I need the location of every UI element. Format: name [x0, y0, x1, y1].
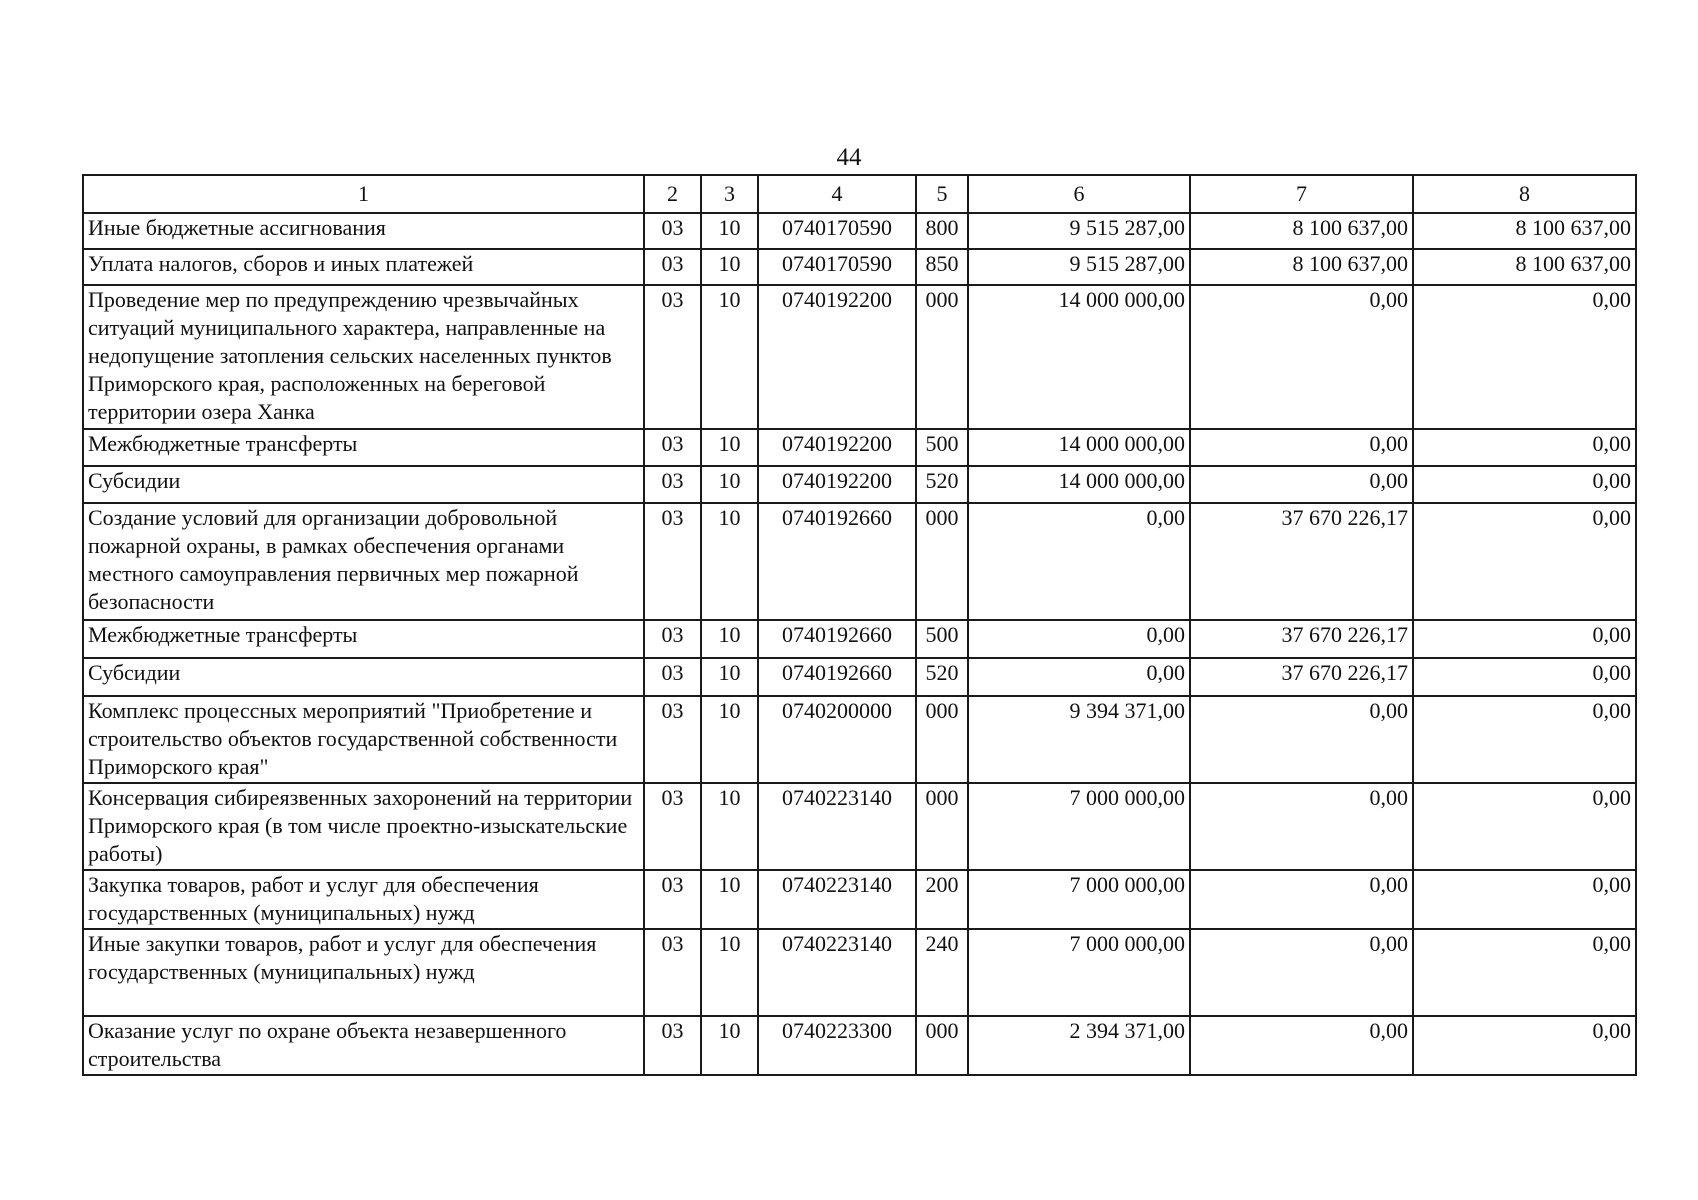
- table-row: [83, 870, 1636, 929]
- row-expense-type: 800: [916, 213, 968, 249]
- row-name: Оказание услуг по охране объекта незавершенного строительства: [83, 1016, 644, 1075]
- row-name: Уплата налогов, сборов и иных платежей: [83, 249, 644, 285]
- table-row: [83, 466, 1636, 503]
- row-expense-type: 520: [916, 466, 968, 503]
- row-section: 03: [644, 658, 701, 696]
- row-amount-8: 0,00: [1413, 429, 1636, 466]
- row-subsection: 10: [701, 696, 758, 783]
- row-section: 03: [644, 503, 701, 620]
- row-expense-type: 000: [916, 696, 968, 783]
- row-expense-type: 520: [916, 658, 968, 696]
- row-expense-type: 850: [916, 249, 968, 285]
- row-target-article: 0740223140: [758, 783, 916, 870]
- table-row: [83, 1016, 1636, 1075]
- header-cell-3: 3: [701, 175, 758, 213]
- row-name: Комплекс процессных мероприятий "Приобретение и строительство объектов государственной собственности Приморского края": [83, 696, 644, 783]
- row-amount-6: 0,00: [968, 658, 1190, 696]
- table-row: [83, 658, 1636, 696]
- row-target-article: 0740170590: [758, 213, 916, 249]
- row-amount-6: 9 515 287,00: [968, 213, 1190, 249]
- header-cell-1: 1: [83, 175, 644, 213]
- row-section: 03: [644, 213, 701, 249]
- header-cell-8: 8: [1413, 175, 1636, 213]
- row-expense-type: 000: [916, 503, 968, 620]
- row-target-article: 0740223140: [758, 870, 916, 929]
- row-name: Межбюджетные трансферты: [83, 620, 644, 658]
- row-amount-7: 0,00: [1190, 1016, 1413, 1075]
- row-target-article: 0740192660: [758, 658, 916, 696]
- row-amount-7: 0,00: [1190, 285, 1413, 429]
- row-amount-8: 0,00: [1413, 620, 1636, 658]
- row-target-article: 0740192660: [758, 620, 916, 658]
- row-amount-7: 0,00: [1190, 870, 1413, 929]
- row-amount-6: 2 394 371,00: [968, 1016, 1190, 1075]
- row-expense-type: 500: [916, 429, 968, 466]
- row-amount-8: 8 100 637,00: [1413, 213, 1636, 249]
- row-amount-7: 0,00: [1190, 783, 1413, 870]
- row-amount-6: 0,00: [968, 503, 1190, 620]
- row-expense-type: 240: [916, 929, 968, 1016]
- row-subsection: 10: [701, 466, 758, 503]
- row-amount-8: 0,00: [1413, 658, 1636, 696]
- row-subsection: 10: [701, 658, 758, 696]
- row-subsection: 10: [701, 783, 758, 870]
- row-section: 03: [644, 870, 701, 929]
- row-target-article: 0740192200: [758, 466, 916, 503]
- row-target-article: 0740223300: [758, 1016, 916, 1075]
- row-amount-7: 0,00: [1190, 696, 1413, 783]
- row-amount-7: 8 100 637,00: [1190, 213, 1413, 249]
- table-row: [83, 620, 1636, 658]
- row-subsection: 10: [701, 503, 758, 620]
- row-subsection: 10: [701, 429, 758, 466]
- row-amount-7: 0,00: [1190, 929, 1413, 1016]
- row-expense-type: 000: [916, 285, 968, 429]
- row-amount-6: 9 394 371,00: [968, 696, 1190, 783]
- row-amount-7: 8 100 637,00: [1190, 249, 1413, 285]
- row-expense-type: 000: [916, 783, 968, 870]
- page-number: 44: [836, 144, 862, 171]
- row-amount-6: 14 000 000,00: [968, 466, 1190, 503]
- row-amount-6: 7 000 000,00: [968, 929, 1190, 1016]
- row-expense-type: 000: [916, 1016, 968, 1075]
- row-amount-6: 14 000 000,00: [968, 429, 1190, 466]
- row-amount-6: 9 515 287,00: [968, 249, 1190, 285]
- row-subsection: 10: [701, 285, 758, 429]
- row-target-article: 0740192660: [758, 503, 916, 620]
- row-amount-8: 8 100 637,00: [1413, 249, 1636, 285]
- row-target-article: 0740192200: [758, 285, 916, 429]
- budget-table: [82, 174, 1637, 1076]
- row-name: Закупка товаров, работ и услуг для обеспечения государственных (муниципальных) нужд: [83, 870, 644, 929]
- table-row: [83, 929, 1636, 1016]
- header-cell-5: 5: [916, 175, 968, 213]
- table-row: [83, 429, 1636, 466]
- row-section: 03: [644, 429, 701, 466]
- row-amount-6: 7 000 000,00: [968, 870, 1190, 929]
- table-row: [83, 285, 1636, 429]
- row-name: Субсидии: [83, 658, 644, 696]
- row-amount-6: 0,00: [968, 620, 1190, 658]
- header-cell-7: 7: [1190, 175, 1413, 213]
- row-amount-8: 0,00: [1413, 503, 1636, 620]
- row-amount-7: 37 670 226,17: [1190, 503, 1413, 620]
- row-name: Иные бюджетные ассигнования: [83, 213, 644, 249]
- row-amount-8: 0,00: [1413, 285, 1636, 429]
- row-amount-8: 0,00: [1413, 783, 1636, 870]
- row-target-article: 0740192200: [758, 429, 916, 466]
- row-section: 03: [644, 783, 701, 870]
- row-subsection: 10: [701, 870, 758, 929]
- row-subsection: 10: [701, 620, 758, 658]
- header-cell-2: 2: [644, 175, 701, 213]
- row-subsection: 10: [701, 249, 758, 285]
- row-target-article: 0740200000: [758, 696, 916, 783]
- row-amount-7: 0,00: [1190, 429, 1413, 466]
- row-subsection: 10: [701, 929, 758, 1016]
- row-amount-8: 0,00: [1413, 929, 1636, 1016]
- table-row: [83, 503, 1636, 620]
- row-section: 03: [644, 1016, 701, 1075]
- table-row: [83, 213, 1636, 249]
- table-row: [83, 696, 1636, 783]
- row-name: Субсидии: [83, 466, 644, 503]
- row-section: 03: [644, 696, 701, 783]
- row-target-article: 0740170590: [758, 249, 916, 285]
- row-name: Проведение мер по предупреждению чрезвычайных ситуаций муниципального характера, направленные на недопущение затопления сельских населенных пунктов Приморского края, расположенных на береговой территории озера Ханка: [83, 285, 644, 429]
- row-amount-8: 0,00: [1413, 696, 1636, 783]
- row-amount-8: 0,00: [1413, 870, 1636, 929]
- row-amount-7: 37 670 226,17: [1190, 620, 1413, 658]
- row-amount-8: 0,00: [1413, 1016, 1636, 1075]
- row-section: 03: [644, 620, 701, 658]
- row-subsection: 10: [701, 213, 758, 249]
- table-row: [83, 249, 1636, 285]
- row-amount-7: 37 670 226,17: [1190, 658, 1413, 696]
- row-amount-6: 7 000 000,00: [968, 783, 1190, 870]
- row-name: Создание условий для организации добровольной пожарной охраны, в рамках обеспечения органами местного самоуправления первичных мер пожарной безопасности: [83, 503, 644, 620]
- row-amount-7: 0,00: [1190, 466, 1413, 503]
- row-expense-type: 500: [916, 620, 968, 658]
- row-section: 03: [644, 285, 701, 429]
- row-section: 03: [644, 929, 701, 1016]
- table-row: [83, 783, 1636, 870]
- row-section: 03: [644, 249, 701, 285]
- header-cell-6: 6: [968, 175, 1190, 213]
- row-name: Консервация сибиреязвенных захоронений на территории Приморского края (в том числе проектно-изыскательские работы): [83, 783, 644, 870]
- row-name: Иные закупки товаров, работ и услуг для обеспечения государственных (муниципальных) нужд: [83, 929, 644, 1016]
- row-amount-6: 14 000 000,00: [968, 285, 1190, 429]
- header-cell-4: 4: [758, 175, 916, 213]
- row-expense-type: 200: [916, 870, 968, 929]
- row-subsection: 10: [701, 1016, 758, 1075]
- row-section: 03: [644, 466, 701, 503]
- row-name: Межбюджетные трансферты: [83, 429, 644, 466]
- header-row: [83, 175, 1636, 213]
- row-amount-8: 0,00: [1413, 466, 1636, 503]
- row-target-article: 0740223140: [758, 929, 916, 1016]
